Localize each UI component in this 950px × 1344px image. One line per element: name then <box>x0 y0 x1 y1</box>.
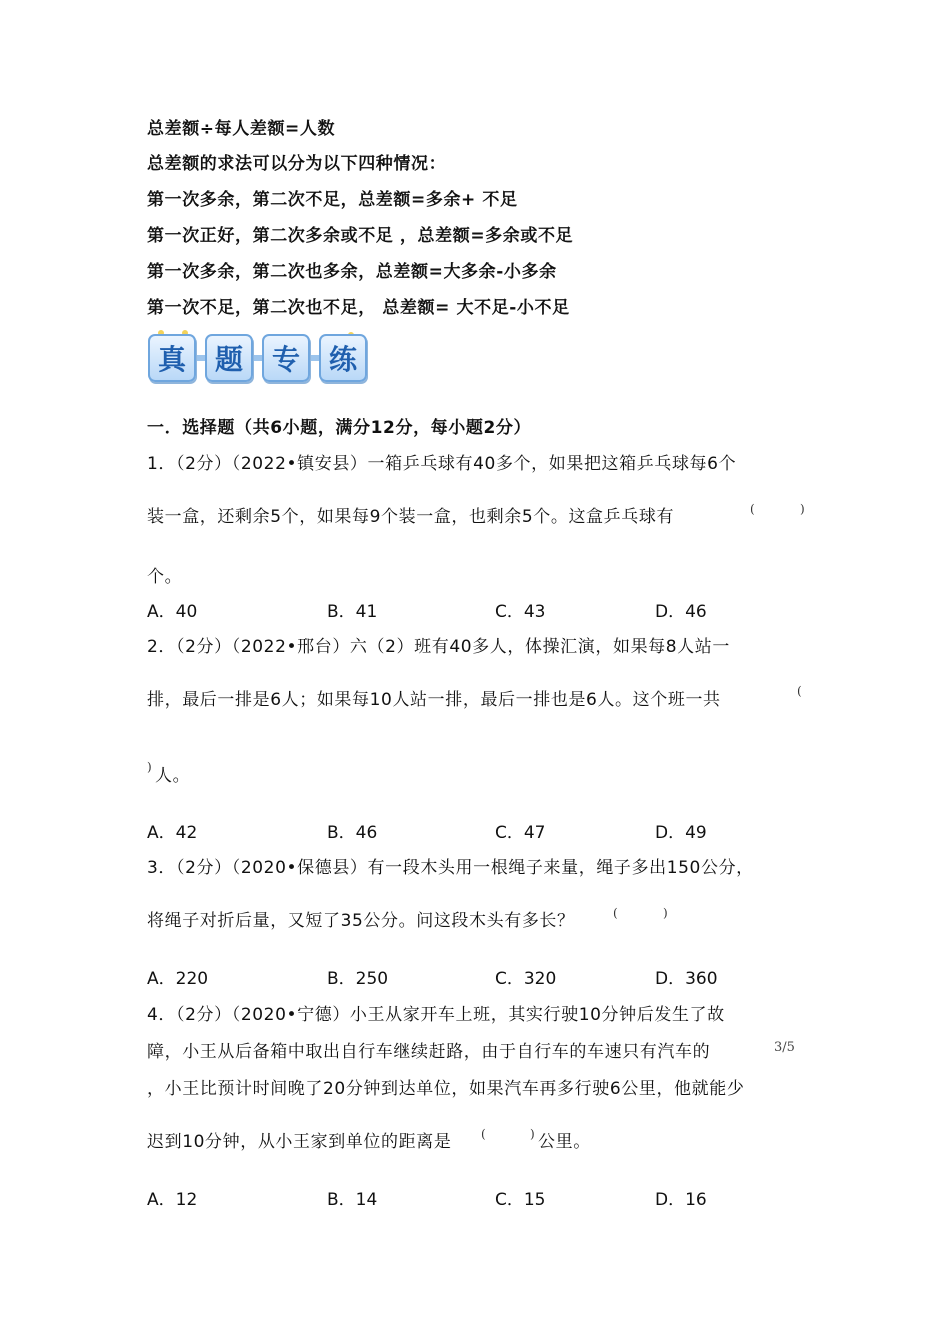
q3-option-c[interactable]: C．320 <box>495 969 557 989</box>
q2-line-1: 2．（2分）（2022•邢台）六（2）班有40多人，体操汇演，如果每8人站一 <box>147 637 730 657</box>
q3-option-b[interactable]: B．250 <box>327 969 389 989</box>
summary-line-1: 总差额÷每人差额=人数 <box>147 119 336 139</box>
summary-line-4: 第一次正好，第二次多余或不足 ，总差额=多余或不足 <box>147 226 574 246</box>
q1-line-3: 个。 <box>147 567 183 587</box>
section-title: 一．选择题（共6小题，满分12分，每小题2分） <box>147 418 532 438</box>
q4-line-1: 4．（2分）（2020•宁德）小王从家开车上班，其实行驶10分钟后发生了故 <box>147 1005 725 1025</box>
practice-banner <box>148 330 370 386</box>
q4-paren-close: ) <box>530 1127 535 1141</box>
q1-line-2: 装一盒，还剩余5个，如果每9个装一盒，也剩余5个。这盒乒乓球有 <box>147 507 675 527</box>
q3-paren-open: ( <box>613 906 618 920</box>
summary-line-3: 第一次多余，第二次不足，总差额=多余+ 不足 <box>147 190 518 210</box>
banner-char-4: 练 <box>319 334 367 382</box>
q1-paren-close: ) <box>800 502 805 516</box>
q3-option-d[interactable]: D．360 <box>655 969 718 989</box>
q3-paren-close: ) <box>663 906 668 920</box>
q4-fraction: 3/5 <box>774 1040 795 1055</box>
q4-option-a[interactable]: A．12 <box>147 1190 198 1210</box>
q2-option-a[interactable]: A．42 <box>147 823 198 843</box>
q1-option-a[interactable]: A．40 <box>147 602 198 622</box>
q2-option-c[interactable]: C．47 <box>495 823 546 843</box>
q1-option-b[interactable]: B．41 <box>327 602 378 622</box>
q2-option-d[interactable]: D．49 <box>655 823 707 843</box>
q4-line-4: 迟到10分钟，从小王家到单位的距离是 <box>147 1132 452 1152</box>
q2-line-3: 人。 <box>155 766 191 786</box>
banner-char-1: 真 <box>148 334 196 382</box>
q2-line-2: 排，最后一排是6人；如果每10人站一排，最后一排也是6人。这个班一共 <box>147 690 721 710</box>
q1-line-1: 1．（2分）（2022•镇安县）一箱乒乓球有40多个，如果把这箱乒乓球每6个 <box>147 454 737 474</box>
q3-line-1: 3．（2分）（2020•保德县）有一段木头用一根绳子来量，绳子多出150公分， <box>147 858 754 878</box>
q1-paren-open: ( <box>750 502 755 516</box>
q4-line-2: 障，小王从后备箱中取出自行车继续赶路，由于自行车的车速只有汽车的 <box>147 1042 711 1062</box>
q4-line-5: 公里。 <box>538 1132 591 1152</box>
q1-option-c[interactable]: C．43 <box>495 602 546 622</box>
q4-option-d[interactable]: D．16 <box>655 1190 707 1210</box>
q4-paren-open: ( <box>481 1127 486 1141</box>
summary-line-5: 第一次多余，第二次也多余，总差额=大多余-小多余 <box>147 262 557 282</box>
q4-option-c[interactable]: C．15 <box>495 1190 546 1210</box>
summary-line-6: 第一次不足，第二次也不足， 总差额= 大不足-小不足 <box>147 298 570 318</box>
q2-paren-close: ) <box>147 760 152 774</box>
q2-option-b[interactable]: B．46 <box>327 823 378 843</box>
q1-option-d[interactable]: D．46 <box>655 602 707 622</box>
q2-paren-open: ( <box>797 684 802 698</box>
summary-line-2: 总差额的求法可以分为以下四种情况： <box>147 154 447 174</box>
q4-line-3: ，小王比预计时间晚了20分钟到达单位，如果汽车再多行驶6公里，他就能少 <box>147 1079 745 1099</box>
q4-option-b[interactable]: B．14 <box>327 1190 378 1210</box>
q3-line-2: 将绳子对折后量，又短了35公分。问这段木头有多长？ <box>147 911 575 931</box>
banner-char-3: 专 <box>262 334 310 382</box>
banner-char-2: 题 <box>205 334 253 382</box>
q3-option-a[interactable]: A．220 <box>147 969 209 989</box>
